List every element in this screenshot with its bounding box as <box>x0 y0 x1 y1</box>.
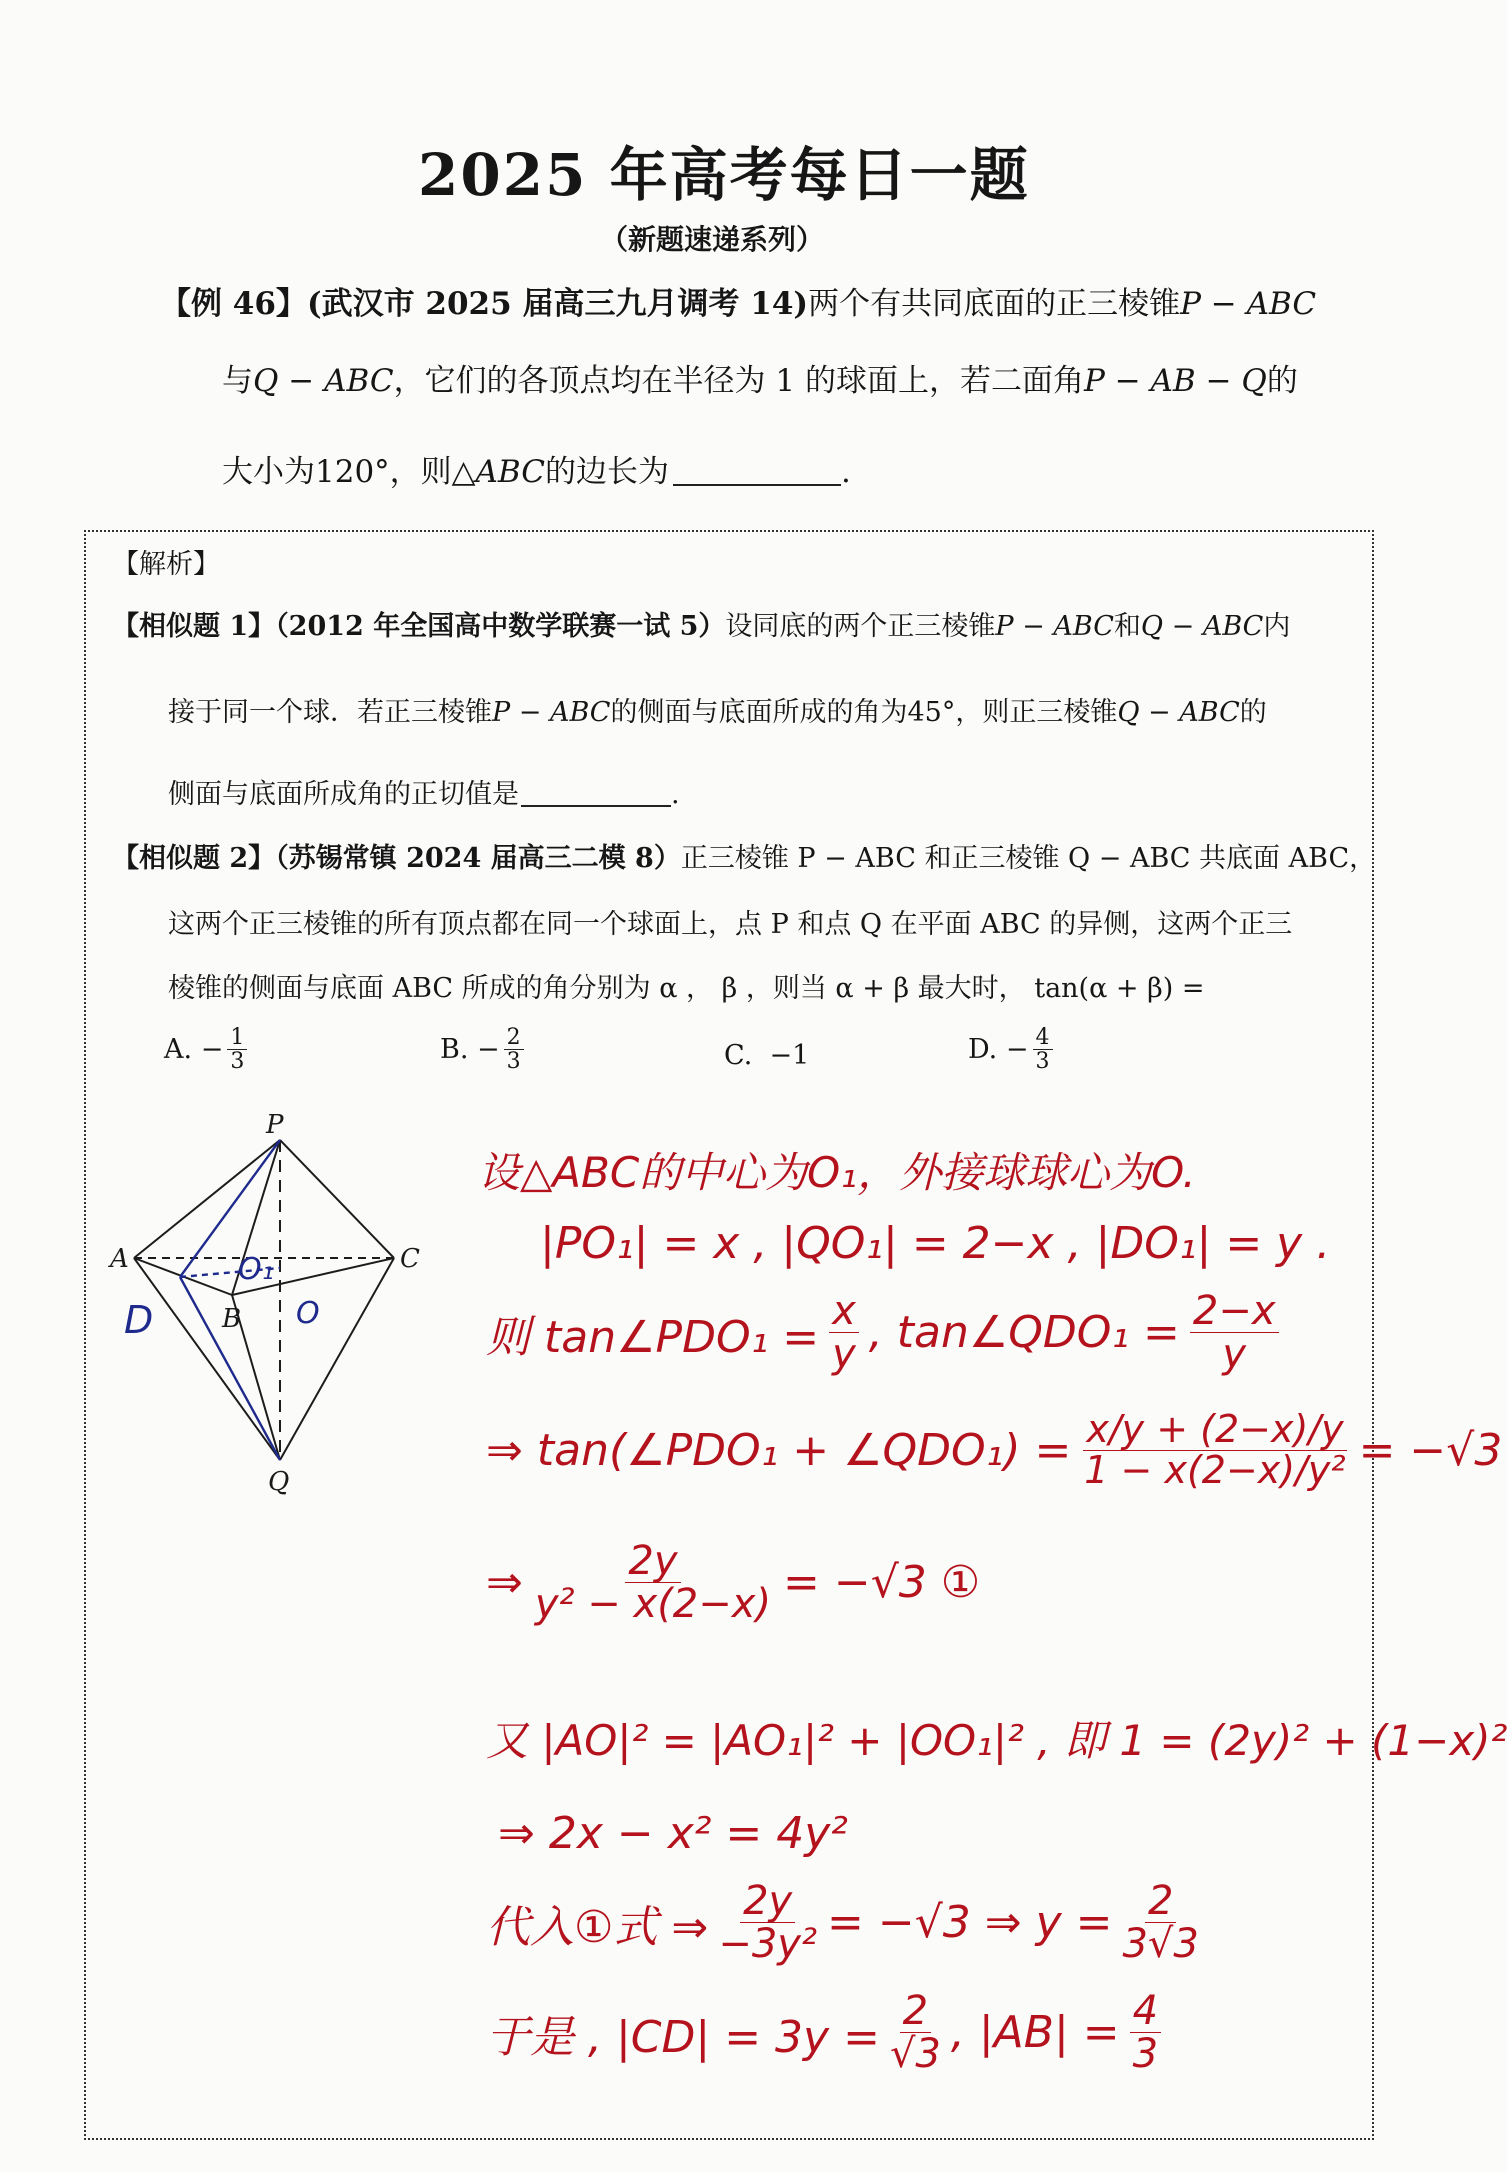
math: P − AB − Q <box>1084 363 1267 399</box>
math: P − ABC <box>1180 286 1317 322</box>
numerator: x/y + (2−x)/y <box>1083 1410 1346 1451</box>
numerator: 4 <box>1130 1990 1161 2033</box>
analysis-heading: 【解析】 <box>112 549 220 580</box>
hw-text: 于是 , |CD| = 3y = <box>486 2011 880 2063</box>
label-O1: O₁ <box>238 1252 274 1287</box>
similar-1-label: 【相似题 1】 <box>112 611 276 642</box>
problem-source: (武汉市 2025 届高三九月调考 14) <box>306 286 809 322</box>
numerator: 2 <box>1145 1880 1176 1923</box>
option-d <box>968 1026 1053 1073</box>
problem-text: 与 <box>222 363 253 399</box>
text: ，则正三棱锥 <box>955 697 1118 728</box>
option-fraction <box>504 1026 524 1073</box>
text: 内 <box>1263 611 1291 642</box>
denominator: 3 <box>1035 1049 1050 1075</box>
similar-2-line-3: 棱锥的侧面与底面 ABC 所成的角分别为 α ， β ，则当 α + β 最大时， tan(α + β) = <box>168 973 1205 1004</box>
text: 接于同一个球．若正三棱锥 <box>168 697 492 728</box>
page-subtitle: （新题速递系列） <box>600 223 825 256</box>
option-sign: − <box>477 1034 500 1066</box>
numerator: 2 <box>504 1026 524 1050</box>
answer-blank <box>521 801 671 807</box>
similar-2-line-1 <box>112 836 1376 875</box>
text: 侧面与底面所成角的正切值是 <box>168 779 519 810</box>
label-Q: Q <box>268 1467 290 1497</box>
hw-fraction <box>1083 1407 1346 1492</box>
hw-text: = −√3 ① <box>783 1557 981 1608</box>
option-sign: − <box>200 1034 224 1066</box>
edge-PC <box>280 1140 394 1258</box>
label-P: P <box>266 1110 284 1140</box>
numerator: 2y <box>740 1880 795 1923</box>
problem-line-2 <box>222 355 1298 400</box>
numerator: 2−x <box>1190 1290 1279 1333</box>
hw-line-7: ⇒ 2x − x² = 4y² <box>498 1808 848 1859</box>
option-letter: C. <box>724 1040 753 1071</box>
problem-text: 的 <box>1266 363 1298 399</box>
hw-fraction <box>1122 1880 1198 1965</box>
hw-line-6: 又 |AO|² = |AO₁|² + |OO₁|² , 即 1 = (2y)² + (1−x)² <box>486 1716 1507 1765</box>
hw-fraction <box>1130 1990 1161 2075</box>
hw-text: , |AB| = <box>950 2007 1120 2058</box>
hw-text: ⇒ tan(∠PDO₁ + ∠QDO₁) = <box>486 1424 1072 1476</box>
hw-text: = −√3 ⇒ y = <box>826 1897 1113 1948</box>
denominator: y <box>1222 1331 1247 1377</box>
similar-2-source: （苏锡常镇 2024 届高三二模 8） <box>275 843 681 874</box>
denominator: 3√3 <box>1122 1921 1199 1967</box>
label-D: D <box>124 1298 154 1342</box>
numerator: 4 <box>1033 1026 1053 1050</box>
bipyramid-figure <box>110 1110 450 1497</box>
problem-text: ，则 <box>389 454 452 490</box>
similar-1-line-2 <box>168 690 1267 729</box>
option-c <box>724 1040 809 1071</box>
hw-line-3 <box>486 1290 1279 1375</box>
hw-fraction <box>718 1880 817 1965</box>
label-A: A <box>110 1244 129 1274</box>
math: Q − ABC <box>1117 697 1240 728</box>
denominator: y² − x(2−x) <box>534 1581 772 1627</box>
similar-2-line-2: 这两个正三棱锥的所有顶点都在同一个球面上，点 P 和点 Q 在平面 ABC 的异侧，这两个正三 <box>168 909 1293 940</box>
similar-1-line-3 <box>168 772 680 811</box>
problem-text: ，它们的各顶点均在半径为 1 的球面上，若二面角 <box>393 363 1084 399</box>
denominator: 1 − x(2−x)/y² <box>1084 1447 1346 1492</box>
option-a <box>164 1026 247 1073</box>
similar-1-line-1 <box>112 604 1290 643</box>
problem-text: 的边长为 <box>544 454 669 490</box>
numerator: 2y <box>625 1540 680 1583</box>
problem-text: 大小为 <box>222 454 315 490</box>
hw-text: , tan∠QDO₁ = <box>868 1307 1180 1358</box>
text: . <box>671 779 680 810</box>
option-value: −1 <box>769 1040 810 1071</box>
denominator: √3 <box>889 2031 941 2077</box>
denominator: −3y² <box>718 1921 817 1967</box>
hw-line-9 <box>486 1990 1161 2075</box>
label-B: B <box>222 1304 242 1334</box>
problem-line-3 <box>222 446 851 491</box>
text: 和 <box>1113 611 1141 642</box>
hw-line-5 <box>486 1540 980 1625</box>
hw-fraction <box>829 1290 859 1375</box>
math: Q − ABC <box>1140 611 1264 642</box>
option-fraction <box>1033 1026 1053 1073</box>
problem-text: 两个有共同底面的正三棱锥 <box>808 286 1181 322</box>
hw-text: ⇒ <box>486 1557 523 1608</box>
denominator: 3 <box>506 1049 521 1075</box>
problem-text: . <box>840 454 851 490</box>
hw-text: 代入①式 ⇒ <box>486 1901 709 1953</box>
hw-fraction <box>890 1990 941 2075</box>
math: P − ABC <box>492 697 611 728</box>
text: 设同底的两个正三棱锥 <box>725 611 996 642</box>
page-title: 2025 年高考每日一题 <box>418 141 1030 209</box>
text: 的侧面与底面所成的角为 <box>610 697 908 728</box>
option-sign: − <box>1005 1034 1029 1066</box>
denominator: 3 <box>1132 2031 1159 2077</box>
text: 的 <box>1239 697 1267 728</box>
numerator: 1 <box>227 1026 247 1050</box>
problem-line-1 <box>160 278 1316 323</box>
option-b <box>440 1026 524 1073</box>
similar-2-label: 【相似题 2】 <box>112 843 276 874</box>
label-C: C <box>400 1244 420 1274</box>
hw-fraction <box>1190 1290 1279 1375</box>
edge-QC <box>280 1258 394 1460</box>
hw-line-4 <box>486 1407 1503 1492</box>
math: P − ABC <box>995 611 1114 642</box>
numerator: x <box>829 1290 859 1333</box>
math: Q − ABC <box>253 363 394 399</box>
hw-line-2: |PO₁| = x , |QO₁| = 2−x , |DO₁| = y . <box>540 1218 1331 1269</box>
hw-text: 则 tan∠PDO₁ = <box>486 1311 820 1363</box>
problem-label: 【例 46】 <box>160 286 307 322</box>
option-letter: D. <box>968 1034 998 1066</box>
hw-fraction <box>535 1540 771 1625</box>
denominator: 3 <box>230 1049 245 1075</box>
hw-text: = −√3 <box>1358 1424 1503 1476</box>
numerator: 2 <box>900 1990 931 2033</box>
option-letter: A. <box>164 1034 193 1066</box>
text: 正三棱锥 P − ABC 和正三棱锥 Q − ABC 共底面 ABC， <box>680 843 1377 874</box>
similar-1-source: （2012 年全国高中数学联赛一试 5） <box>275 611 726 642</box>
denominator: y <box>832 1331 856 1377</box>
option-fraction <box>227 1026 247 1073</box>
math: 45° <box>907 697 956 728</box>
math: △ABC <box>451 454 545 490</box>
answer-blank <box>673 480 841 486</box>
label-O: O <box>296 1296 320 1331</box>
hw-line-1: 设△ABC的中心为O₁，外接球球心为O. <box>478 1148 1196 1197</box>
option-letter: B. <box>440 1034 469 1066</box>
math: 120° <box>315 454 390 490</box>
hw-line-8 <box>486 1880 1199 1965</box>
